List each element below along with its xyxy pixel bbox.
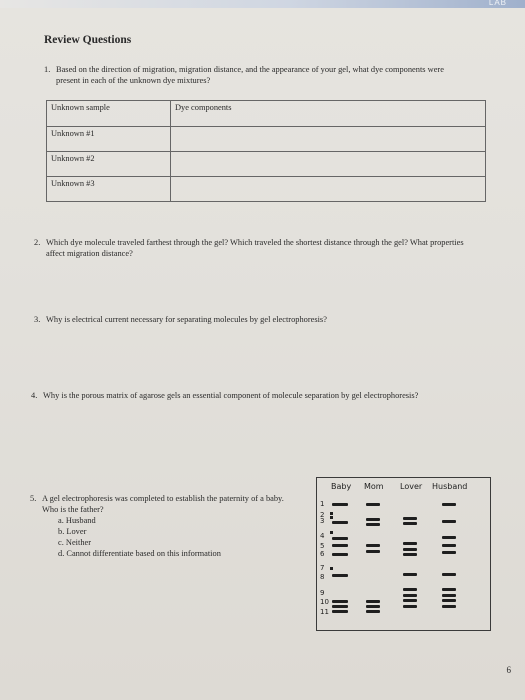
gel-band — [403, 542, 417, 545]
option-b[interactable]: b. Lover — [58, 527, 87, 536]
gel-lane-label-lover: Lover — [400, 482, 423, 491]
question-4 — [31, 390, 451, 401]
question-5-text: A gel electrophoresis was completed to establish the paternity of a baby. Who is the father? — [42, 494, 284, 514]
question-2-number: 2. — [34, 238, 41, 247]
gel-lane-label-husband: Husband — [432, 482, 468, 491]
gel-band — [366, 503, 380, 506]
question-2-text: Which dye molecule traveled farthest through the gel? Which traveled the shortest distance through the gel? What properties affect migration distance? — [46, 238, 464, 258]
table-cell-sample: Unknown #3 — [47, 177, 171, 202]
gel-band — [442, 605, 456, 608]
table-row — [47, 152, 486, 177]
gel-band — [403, 605, 417, 608]
gel-band — [442, 573, 456, 576]
dye-components-table — [46, 100, 486, 202]
question-3-text: Why is electrical current necessary for separating molecules by gel electrophoresis? — [46, 315, 327, 324]
gel-band — [366, 550, 380, 553]
gel-band — [330, 512, 333, 515]
question-1 — [44, 64, 464, 86]
gel-lane-label-baby: Baby — [331, 482, 352, 491]
gel-band — [332, 600, 348, 603]
gel-band — [366, 544, 380, 547]
gel-band — [330, 531, 333, 534]
gel-band — [403, 517, 417, 520]
table-cell-answer[interactable] — [171, 152, 486, 177]
gel-band — [403, 588, 417, 591]
gel-band — [332, 553, 348, 556]
gel-band — [442, 503, 456, 506]
gel-band — [403, 548, 417, 551]
gel-band — [442, 594, 456, 597]
gel-figure — [316, 477, 491, 631]
gel-row-number: 8 — [320, 573, 325, 581]
table-header-row — [47, 101, 486, 127]
gel-row-number: 6 — [320, 550, 325, 558]
gel-band — [332, 537, 348, 540]
table-row — [47, 177, 486, 202]
table-header-components: Dye components — [171, 101, 486, 127]
gel-row-number: 5 — [320, 542, 325, 550]
option-d[interactable]: d. Cannot differentiate based on this information — [58, 549, 221, 558]
gel-band — [332, 544, 348, 547]
table-cell-sample: Unknown #1 — [47, 127, 171, 152]
gel-row-number: 11 — [320, 608, 329, 616]
gel-band — [332, 521, 348, 524]
gel-row-number: 2 — [320, 511, 325, 519]
gel-row-number: 7 — [320, 564, 325, 572]
gel-band — [403, 599, 417, 602]
table-cell-answer[interactable] — [171, 177, 486, 202]
option-a[interactable]: a. Husband — [58, 516, 96, 525]
gel-band — [403, 573, 417, 576]
gel-band — [330, 516, 333, 519]
table-cell-answer[interactable] — [171, 127, 486, 152]
question-1-number: 1. — [44, 65, 51, 74]
gel-band — [366, 600, 380, 603]
gel-band — [366, 518, 380, 521]
gel-band — [442, 551, 456, 554]
option-c[interactable]: c. Neither — [58, 538, 92, 547]
gel-band — [403, 522, 417, 525]
gel-band — [442, 599, 456, 602]
page-number: 6 — [506, 665, 511, 675]
gel-band — [442, 520, 456, 523]
question-5-number: 5. — [30, 494, 37, 503]
question-4-number: 4. — [31, 391, 38, 400]
question-1-text: Based on the direction of migration, migration distance, and the appearance of your gel, what dye components were present in each of the unknown dye mixtures? — [56, 65, 444, 85]
gel-band — [442, 536, 456, 539]
gel-row-number: 9 — [320, 589, 325, 597]
gel-row-number: 1 — [320, 500, 325, 508]
gel-band — [403, 594, 417, 597]
table-cell-sample: Unknown #2 — [47, 152, 171, 177]
question-4-text: Why is the porous matrix of agarose gels an essential component of molecule separation by gel electrophoresis? — [43, 391, 419, 400]
gel-band — [442, 588, 456, 591]
gel-band — [403, 553, 417, 556]
gel-band — [366, 523, 380, 526]
gel-band — [366, 605, 380, 608]
gel-row-number: 3 — [320, 517, 325, 525]
question-2 — [34, 237, 474, 259]
table-header-sample: Unknown sample — [47, 101, 171, 127]
gel-lane-label-mom: Mom — [364, 482, 384, 491]
banner-text: LAB — [488, 0, 507, 7]
gel-row-number: 10 — [320, 598, 329, 606]
gel-band — [332, 503, 348, 506]
table-row — [47, 127, 486, 152]
gel-band — [332, 574, 348, 577]
top-banner — [0, 0, 525, 8]
gel-band — [332, 605, 348, 608]
gel-row-number: 4 — [320, 532, 325, 540]
gel-band — [330, 567, 333, 570]
gel-band — [442, 544, 456, 547]
question-5-options — [30, 515, 290, 559]
gel-band — [332, 610, 348, 613]
page-title: Review Questions — [44, 34, 132, 46]
question-3 — [34, 314, 474, 325]
question-3-number: 3. — [34, 315, 41, 324]
question-5 — [30, 493, 290, 559]
gel-band — [366, 610, 380, 613]
